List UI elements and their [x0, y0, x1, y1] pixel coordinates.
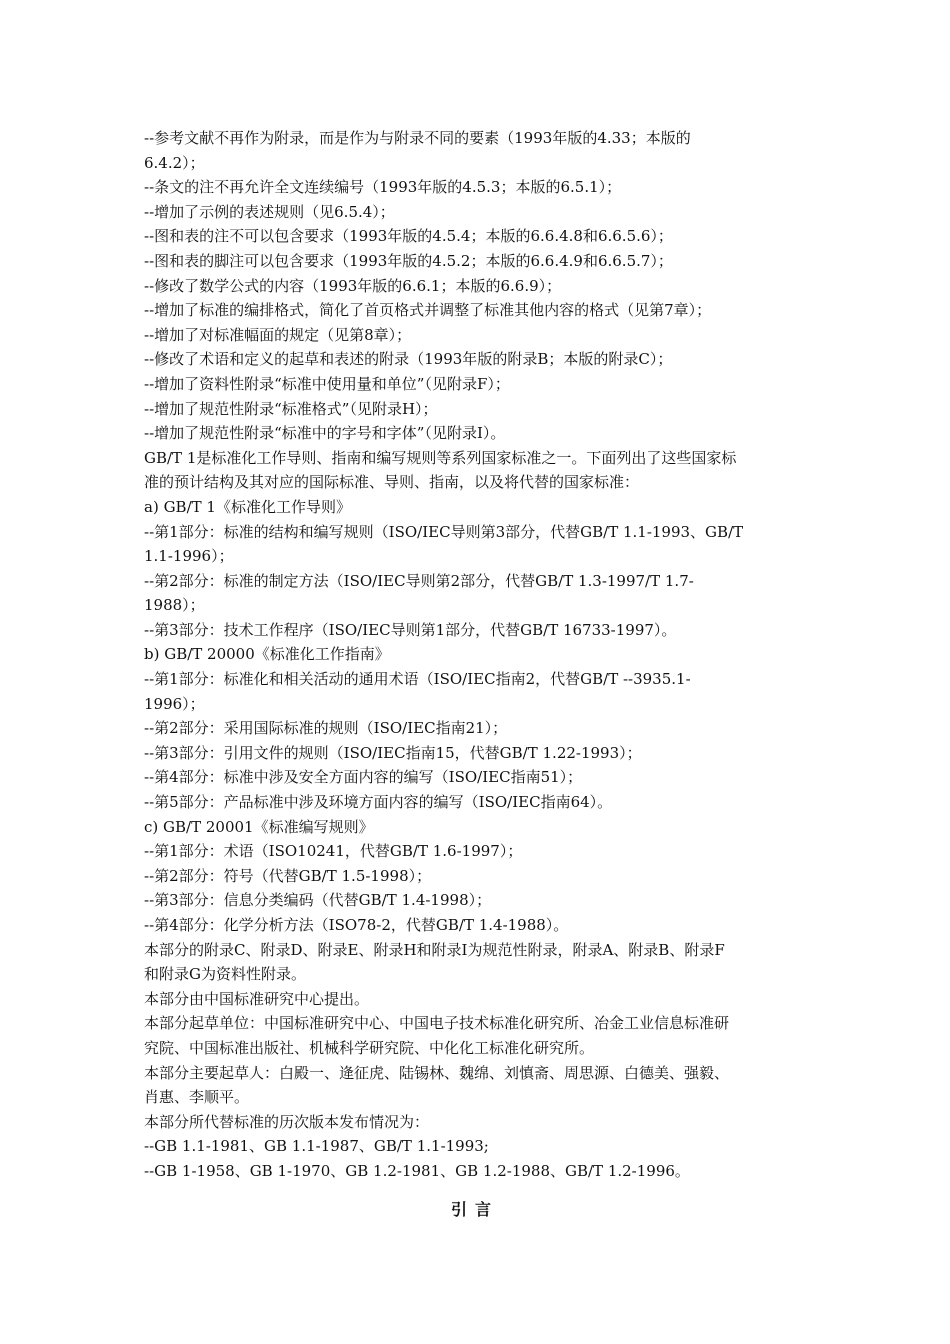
text-line: 1.1-1996）；	[144, 547, 234, 566]
text-line: a) GB/T 1《标准化工作导则》	[144, 497, 351, 516]
text-line: --第1部分：术语（ISO10241，代替GB/T 1.6-1997）；	[144, 842, 523, 861]
text-line: --条文的注不再允许全文连续编号（1993年版的4.5.3；本版的6.5.1）；	[144, 178, 622, 197]
text-line: 本部分的附录C、附录D、附录E、附录H和附录I为规范性附录，附录A、附录B、附录F	[144, 940, 725, 959]
text-line: --增加了示例的表述规则（见6.5.4）；	[144, 202, 395, 221]
text-line: --第3部分：引用文件的规则（ISO/IEC指南15，代替GB/T 1.22-1993）；	[144, 743, 642, 762]
text-line: --第3部分：信息分类编码（代替GB/T 1.4-1998）；	[144, 891, 492, 910]
text-line: --GB 1.1-1981、GB 1.1-1987、GB/T 1.1-1993;	[144, 1137, 489, 1156]
text-line: --图和表的注不可以包含要求（1993年版的4.5.4；本版的6.6.4.8和6.6.5.6）；	[144, 227, 673, 246]
text-line: --增加了对标准幅面的规定（见第8章）；	[144, 325, 412, 344]
text-line: --第1部分：标准的结构和编写规则（ISO/IEC导则第3部分，代替GB/T 1.1-1993、GB/T	[144, 522, 744, 541]
text-line: b) GB/T 20000《标准化工作指南》	[144, 645, 390, 664]
text-line: --GB 1-1958、GB 1-1970、GB 1.2-1981、GB 1.2-1988、GB/T 1.2-1996。	[144, 1161, 690, 1180]
text-line: --增加了规范性附录“标准中的字号和字体”（见附录I）。	[144, 424, 506, 443]
text-line: --第1部分：标准化和相关活动的通用术语（ISO/IEC指南2，代替GB/T --3935.1-	[144, 670, 691, 689]
text-line: 6.4.2）；	[144, 153, 205, 172]
text-line: 准的预计结构及其对应的国际标准、导则、指南，以及将代替的国家标准：	[144, 473, 640, 492]
text-line: --第2部分：采用国际标准的规则（ISO/IEC指南21）；	[144, 719, 508, 738]
text-line: 究院、中国标准出版社、机械科学研究院、中化化工标准化研究所。	[144, 1038, 595, 1057]
text-line: 和附录G为资料性附录。	[144, 965, 306, 984]
text-line: --修改了数学公式的内容（1993年版的6.6.1；本版的6.6.9）；	[144, 276, 562, 295]
text-line: 肖惠、李顺平。	[144, 1088, 250, 1107]
text-line: --第3部分：技术工作程序（ISO/IEC导则第1部分，代替GB/T 16733-1997）。	[144, 620, 677, 639]
text-line: 1996）；	[144, 694, 205, 713]
text-line: --修改了术语和定义的起草和表述的附录（1993年版的附录B；本版的附录C）；	[144, 350, 673, 369]
text-line: --第4部分：化学分析方法（ISO78-2，代替GB/T 1.4-1988）。	[144, 916, 569, 934]
text-line: --增加了资料性附录“标准中使用量和单位”（见附录F）；	[144, 374, 510, 393]
text-line: --图和表的脚注可以包含要求（1993年版的4.5.2；本版的6.6.4.9和6.6.5.7）；	[144, 251, 673, 270]
text-line: --第2部分：标准的制定方法（ISO/IEC导则第2部分，代替GB/T 1.3-1997/T 1.7-	[144, 571, 694, 590]
text-line: 本部分由中国标准研究中心提出。	[144, 989, 370, 1008]
text-line: 本部分所代替标准的历次版本发布情况为：	[144, 1112, 430, 1131]
document-body	[144, 126, 816, 1184]
text-line: --参考文献不再作为附录，而是作为与附录不同的要素（1993年版的4.33；本版的	[144, 129, 691, 147]
text-line: GB/T 1是标准化工作导则、指南和编写规则等系列国家标准之一。下面列出了这些国家标	[144, 448, 737, 467]
text-line: 1988）；	[144, 596, 205, 615]
text-line: 本部分起草单位：中国标准研究中心、中国电子技术标准化研究所、冶金工业信息标准研	[144, 1014, 730, 1033]
text-line: --增加了规范性附录“标准格式”（见附录H）；	[144, 399, 438, 418]
section-heading: 引言	[450, 1200, 499, 1219]
text-line: --第2部分：符号（代替GB/T 1.5-1998）；	[144, 866, 432, 885]
text-line: --第4部分：标准中涉及安全方面内容的编写（ISO/IEC指南51）；	[144, 768, 583, 787]
text-line: --第5部分：产品标准中涉及环境方面内容的编写（ISO/IEC指南64）。	[144, 793, 613, 812]
text-line: --增加了标准的编排格式，简化了首页格式并调整了标准其他内容的格式（见第7章）；	[144, 301, 712, 320]
text-line: c) GB/T 20001《标准编写规则》	[144, 817, 374, 836]
text-line: 本部分主要起草人：白殿一、逄征虎、陆锡林、魏绵、刘慎斋、周思源、白德美、强毅、	[144, 1063, 730, 1082]
